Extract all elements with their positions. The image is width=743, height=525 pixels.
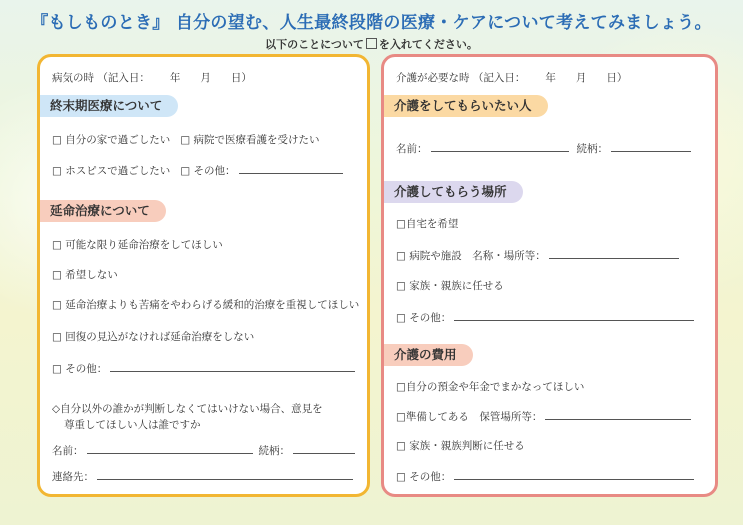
care-date-label: 介護が必要な時 （記入日： (396, 72, 526, 84)
subtitle-text-after: を入れてください。 (378, 38, 478, 51)
terminal-care-option-hospice[interactable]: □ ホスピスで過ごしたい (52, 165, 171, 177)
life-prolonging-other-row (52, 361, 355, 376)
care-cost-prepared-row (396, 409, 691, 424)
proxy-contact-row (52, 469, 353, 484)
illness-date-day: 日） (230, 72, 252, 84)
proxy-name-row (52, 443, 355, 458)
terminal-care-row1 (52, 132, 320, 147)
care-cost-other-field[interactable] (454, 469, 694, 480)
terminal-care-option-home[interactable]: □ 自分の家で過ごしたい (52, 134, 171, 146)
caregiver-heading: 介護をしてもらいたい人 (384, 95, 548, 117)
checkbox-icon (366, 38, 377, 49)
care-place-other-row (396, 310, 694, 325)
page-title: 『もしものとき』 自分の望む、人生最終段階の医療・ケアについて考えてみましょう。 (31, 13, 712, 33)
care-place-facility-row (396, 248, 679, 263)
subtitle-text-before: 以下のことについて (265, 38, 364, 51)
care-date-day: 日） (606, 72, 628, 84)
care-place-other-field[interactable] (454, 310, 694, 321)
proxy-relation-label: 続柄： (258, 445, 290, 457)
care-cost-option-family[interactable]: □ 家族・親族判断に任せる (396, 440, 525, 452)
caregiver-name-field[interactable] (431, 141, 569, 152)
care-place-option-other[interactable]: □ その他： (396, 312, 452, 324)
proxy-name-field[interactable] (87, 443, 253, 454)
caregiver-name-label: 名前： (396, 143, 428, 155)
illness-date-month: 月 (200, 72, 211, 84)
terminal-care-option-hospital[interactable]: □ 病院で医療看護を受けたい (180, 134, 320, 146)
proxy-relation-field[interactable] (293, 443, 355, 454)
proxy-contact-field[interactable] (97, 469, 353, 480)
illness-date-label: 病気の時 （記入日： (52, 72, 150, 84)
proxy-question-line2: 尊重してほしい人は誰ですか (64, 419, 201, 431)
care-cost-option-savings[interactable]: □自分の預金や年金でまかなってほしい (396, 381, 585, 393)
care-date-row (396, 70, 627, 85)
proxy-question-line1: ◇自分以外の誰かが判断しなくてはいけない場合、意見を (52, 403, 323, 415)
care-cost-option-prepared[interactable]: □準備してある 保管場所等： (396, 411, 543, 423)
care-cost-heading: 介護の費用 (384, 344, 473, 366)
terminal-care-heading: 終末期医療について (40, 95, 178, 117)
care-place-option-home[interactable]: □自宅を希望 (396, 218, 459, 230)
care-place-heading: 介護してもらう場所 (384, 181, 523, 203)
page-subtitle (0, 36, 743, 52)
life-prolonging-option1[interactable]: □ 可能な限り延命治療をしてほしい (52, 239, 223, 251)
life-prolonging-option3[interactable]: □ 延命治療よりも苦痛をやわらげる緩和的治療を重視してほしい (52, 299, 360, 311)
care-place-option-family[interactable]: □ 家族・親族に任せる (396, 280, 504, 292)
life-prolonging-option4[interactable]: □ 回復の見込がなければ延命治療をしない (52, 331, 255, 343)
care-place-option-facility[interactable]: □ 病院や施設 名称・場所等： (396, 250, 546, 262)
caregiver-relation-label: 続柄： (576, 143, 608, 155)
care-date-year: 年 (545, 72, 556, 84)
life-prolonging-other-field[interactable] (110, 361, 355, 372)
terminal-care-option-other[interactable]: □ その他： (180, 165, 236, 177)
illness-date-year: 年 (169, 72, 181, 84)
care-cost-option-other[interactable]: □ その他： (396, 471, 452, 483)
care-cost-storage-field[interactable] (545, 409, 691, 420)
proxy-contact-label: 連絡先： (52, 471, 94, 483)
care-date-month: 月 (575, 72, 587, 84)
life-prolonging-option2[interactable]: □ 希望しない (52, 269, 118, 281)
life-prolonging-option-other[interactable]: □ その他： (52, 363, 108, 375)
caregiver-relation-field[interactable] (611, 141, 691, 152)
illness-panel (37, 54, 370, 497)
nursing-care-panel (381, 54, 718, 497)
caregiver-row (396, 141, 691, 156)
proxy-name-label: 名前： (52, 445, 84, 457)
life-prolonging-heading: 延命治療について (40, 200, 166, 222)
illness-date-row (52, 70, 252, 85)
terminal-care-other-field[interactable] (239, 163, 343, 174)
care-cost-other-row (396, 469, 694, 484)
care-place-facility-field[interactable] (549, 248, 679, 259)
terminal-care-row2 (52, 163, 343, 178)
